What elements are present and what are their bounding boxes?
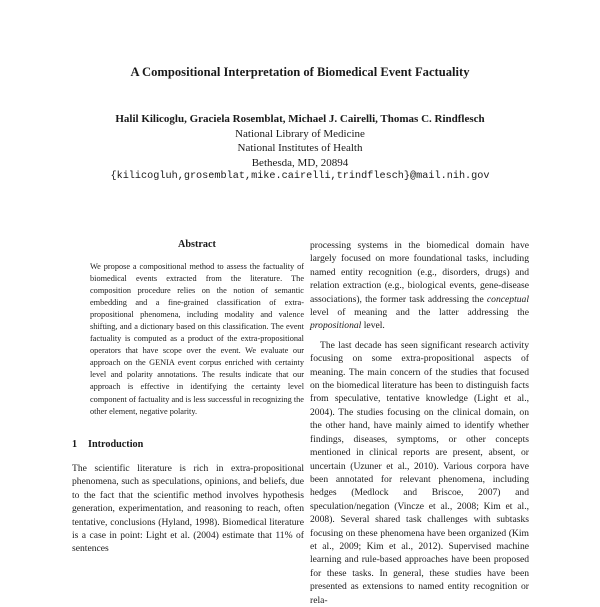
para1-part-a: processing systems in the biomedical domain have largely focused on more foundational tasks, including named entity recognition (e.g., disorders, drugs) and relation extraction (e.g., biological events, gene-disease associations), the former task addressing the	[310, 240, 529, 305]
intro-paragraph: The scientific literature is rich in extra-propositional phenomena, such as speculations, opinions, and beliefs, due to the fact that the scientific method involves hypothesis generation, experimentation, and reasoning to reach, often tentative, conclusions (Hyland, 1998). Biomedical literature is a case in point: Light et al. (2004) estimate that 11% of sentences	[72, 463, 304, 555]
abstract-heading: Abstract	[178, 239, 216, 250]
section-heading-introduction	[72, 438, 304, 451]
author-block	[0, 112, 600, 185]
right-paragraph-1	[310, 239, 529, 333]
para1-emphasis-propositional: propositional	[310, 320, 362, 332]
left-column	[72, 238, 304, 556]
abstract-text: We propose a compositional method to assess the factuality of biomedical events extracted from the literature. The composition procedure relies on the notion of semantic embedding and a fine-grained classification of extra-propositional phenomena, including modality and valence shifting, and a dictionary based on this classification. The event factuality is computed as a product of the extra-propositional operators that have scope over the event. We evaluate our approach on the GENIA event corpus enriched with certainty level and polarity annotations. The results indicate that our approach is effective in identifying the certainty level component of factuality and is less successful in recognizing the other element, negative polarity.	[90, 262, 304, 416]
section-number: 1	[72, 438, 78, 450]
right-paragraph-2: The last decade has seen significant research activity focusing on some extra-propositional aspects of meaning. The main concern of the studies that focused on the biomedical literature has been to distinguish facts from speculative, tentative knowledge (Light et al., 2004). The studies focusing on the clinical domain, on the other hand, have mainly aimed to identify whether findings, diseases, symptoms, or other concepts mentioned in clinical reports are present, absent, or uncertain (Uzuner et al., 2010). Various corpora have been annotated for relevant phenomena, including hedges (Medlock and Briscoe, 2007) and speculation/negation (Vincze et al., 2008; Kim et al., 2008). Several shared task challenges with subtasks focusing on these phenomena have been organized (Kim et al., 2009; Kim et al., 2012). Supervised machine learning and rule-based approaches have been proposed for these tasks. In general, these studies have been presented as extensions to named entity recognition or rela-	[310, 339, 529, 606]
affiliation-1: National Library of Medicine	[235, 127, 365, 140]
para1-emphasis-conceptual: conceptual	[486, 293, 529, 305]
section-title: Introduction	[88, 438, 144, 450]
author-names: Halil Kilicoglu, Graciela Rosemblat, Michael J. Cairelli, Thomas C. Rindflesch	[115, 113, 485, 125]
author-emails: {kilicogluh,grosemblat,mike.cairelli,trindflesch}@mail.nih.gov	[110, 171, 490, 183]
location: Bethesda, MD, 20894	[251, 156, 349, 169]
para1-part-b: level of meaning and the latter addressing the	[310, 307, 529, 319]
paper-title: A Compositional Interpretation of Biomedical Event Factuality	[130, 65, 470, 79]
affiliation-2: National Institutes of Health	[237, 142, 363, 155]
para1-part-c: level.	[363, 320, 385, 332]
right-column	[310, 239, 529, 607]
